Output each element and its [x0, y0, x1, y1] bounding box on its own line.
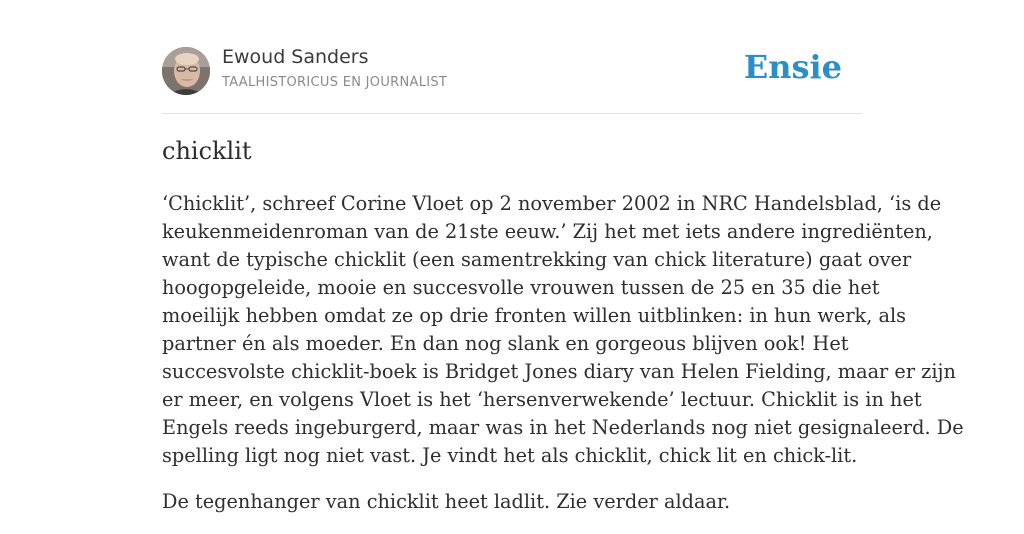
ensie-logo[interactable]: Ensie — [743, 48, 842, 86]
paragraph-line: keukenmeidenroman van de 21ste eeuw.’ Zij het met iets andere ingrediënten, — [162, 220, 933, 243]
author-name[interactable]: Ewoud Sanders — [222, 46, 369, 68]
author-role: TAALHISTORICUS EN JOURNALIST — [222, 75, 448, 90]
paragraph-line: ‘Chicklit’, schreef Corine Vloet op 2 november 2002 in NRC Handelsblad, ‘is de — [162, 192, 942, 215]
paragraph-line: De tegenhanger van chicklit heet ladlit. Zie verder aldaar. — [162, 490, 731, 513]
entry-header — [162, 0, 862, 114]
paragraph-line: Engels reeds ingeburgerd, maar was in het Nederlands nog niet gesignaleerd. De — [162, 416, 964, 439]
paragraph-line: hoogopgeleide, mooie en succesvolle vrouwen tussen de 25 en 35 die het — [162, 276, 880, 299]
paragraph-line: partner én als moeder. En dan nog slank en gorgeous blijven ook! Het — [162, 332, 849, 355]
entry-term-title: chicklit — [162, 137, 252, 165]
paragraph-line: spelling ligt nog niet vast. Je vindt het als chicklit, chick lit en chick-lit. — [162, 444, 858, 467]
paragraph-line: succesvolste chicklit-boek is Bridget Jones diary van Helen Fielding, maar er zijn — [162, 360, 956, 383]
paragraph-line: want de typische chicklit (een samentrekking van chick literature) gaat over — [162, 248, 912, 271]
paragraph-line: moeilijk hebben omdat ze op drie fronten willen uitblinken: in hun werk, als — [162, 304, 907, 327]
entry-paragraph-1 — [162, 190, 964, 470]
entry-body — [162, 190, 964, 534]
author-avatar[interactable] — [162, 47, 210, 95]
entry-card — [162, 0, 964, 513]
avatar-portrait-image — [162, 47, 210, 95]
paragraph-line: er meer, en volgens Vloet is het ‘hersenverwekende’ lectuur. Chicklit is in het — [162, 388, 922, 411]
